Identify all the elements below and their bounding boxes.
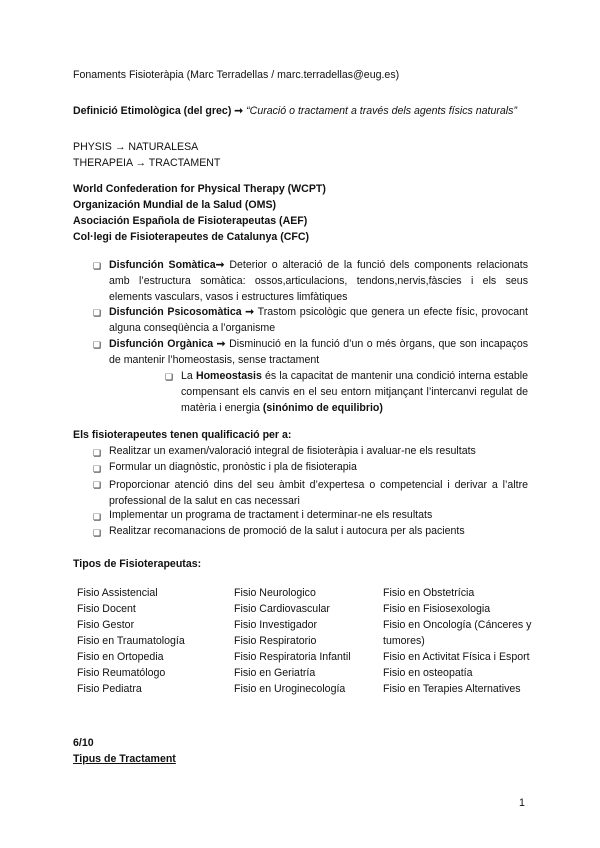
- organization: Asociación Española de Fisioterapeutas (AEF): [73, 215, 308, 227]
- etymology-row: [73, 157, 220, 169]
- organization: Organización Mundial de la Salud (OMS): [73, 199, 277, 211]
- checkbox-bullet-icon: [93, 481, 102, 490]
- homeostasis-note: [181, 368, 528, 416]
- type-item: Fisio en Activitat Física i Esport: [383, 651, 530, 663]
- etymology-word: PHYSIS: [73, 141, 112, 153]
- type-item: Fisio en Fisiosexologia: [383, 603, 491, 615]
- dysfunction-text: Deterior o alteració de la funció dels components relacionats amb l’estructura somàtica: ossos,articulacions, tendons,nervis,fàscies i els seus elements vasculars, vasos i estructures limfàtiques: [109, 259, 528, 303]
- section-title: Tipus de Tractament: [73, 753, 176, 765]
- definition-label: Definició Etimològica (del grec): [73, 105, 232, 117]
- arrow-icon: →: [135, 157, 147, 169]
- type-item: Fisio Reumatólogo: [77, 667, 166, 679]
- type-item: Fisio Neurologico: [234, 587, 316, 599]
- type-item: Fisio Pediatra: [77, 683, 142, 695]
- dysfunction-item: [109, 304, 528, 336]
- checkbox-bullet-icon: [93, 449, 102, 458]
- type-item: Fisio en osteopatía: [383, 667, 473, 679]
- homeostasis-prefix: La: [181, 370, 193, 382]
- homeostasis-synonym: (sinónimo de equilibrio): [262, 402, 383, 414]
- etymology-meaning: NATURALESA: [128, 141, 199, 153]
- document-header: Fonaments Fisioteràpia (Marc Terradellas / marc.terradellas@eug.es): [73, 69, 400, 81]
- type-item: Fisio Investigador: [234, 619, 318, 631]
- definition-paragraph: [73, 103, 527, 119]
- dysfunction-term: Disfunción Psicosomàtica ➞: [109, 306, 255, 318]
- qualification-item: Realitzar recomanacions de promoció de la salut i autocura per als pacients: [109, 525, 465, 537]
- types-title: Tipos de Fisioterapeutas:: [73, 558, 202, 570]
- homeostasis-text: és la capacitat de mantenir una condició interna estable compensant els canvis en el seu entorn mitjançant l’intercanvi regulat de matèria i energia: [181, 370, 528, 414]
- type-item: Fisio Assistencial: [77, 587, 158, 599]
- definition-text: “Curació o tractament a través dels agents físics naturals”: [246, 105, 517, 117]
- dysfunction-term: Disfunción Orgànica ➞: [109, 338, 226, 350]
- page-number: 1: [519, 797, 525, 809]
- organization: Col·legi de Fisioterapeutes de Catalunya (CFC): [73, 231, 310, 243]
- dysfunction-item: [109, 257, 528, 305]
- homeostasis-term: Homeostasis: [195, 370, 262, 382]
- type-item: Fisio en Traumatología: [77, 635, 185, 647]
- types-column-1: [77, 585, 185, 697]
- type-item: Fisio en Geriatría: [234, 667, 316, 679]
- qualification-item: Implementar un programa de tractament i determinar-ne els resultats: [109, 509, 433, 521]
- qualifications-title: Els fisioterapeutes tenen qualificació per a:: [73, 429, 292, 441]
- type-item: Fisio en Oncología (Cánceres y tumores): [383, 619, 532, 647]
- type-item: Fisio en Ortopedia: [77, 651, 164, 663]
- type-item: Fisio Respiratorio: [234, 635, 317, 647]
- type-item: Fisio Respiratoria Infantil: [234, 651, 351, 663]
- checkbox-bullet-icon: [165, 373, 174, 382]
- etymology-meaning: TRACTAMENT: [148, 157, 221, 169]
- types-column-2: [234, 585, 351, 697]
- type-item: Fisio en Terapies Alternatives: [383, 683, 521, 695]
- etymology-word: THERAPEIA: [73, 157, 133, 169]
- qualification-item: Formular un diagnòstic, pronòstic i pla de fisioterapia: [109, 461, 357, 473]
- checkbox-bullet-icon: [93, 513, 102, 522]
- type-item: Fisio Cardiovascular: [234, 603, 330, 615]
- organization: World Confederation for Physical Therapy (WCPT): [73, 183, 326, 195]
- checkbox-bullet-icon: [93, 465, 102, 474]
- checkbox-bullet-icon: [93, 341, 102, 350]
- qualification-item: Realitzar un examen/valoració integral de fisioteràpia i avaluar-ne els resultats: [109, 445, 476, 457]
- types-column-3: [383, 585, 543, 697]
- etymology-row: [73, 141, 198, 153]
- type-item: Fisio Docent: [77, 603, 136, 615]
- checkbox-bullet-icon: [93, 309, 102, 318]
- type-item: Fisio Gestor: [77, 619, 135, 631]
- section-number: 6/10: [73, 737, 94, 749]
- dysfunction-item: [109, 336, 528, 368]
- dysfunction-term: Disfunción Somàtica➞: [109, 259, 225, 271]
- type-item: Fisio en Uroginecología: [234, 683, 346, 695]
- dysfunction-text: Trastom psicològic que genera un efecte físic, provocant alguna conseqüència a l’organisme: [109, 306, 528, 334]
- type-item: Fisio en Obstetrícia: [383, 587, 475, 599]
- qualification-item: Proporcionar atenció dins del seu àmbit d’expertesa o competencial i derivar a l’altre professional de la salut en cas necessari: [109, 479, 528, 507]
- arrow-icon: →: [114, 141, 126, 153]
- arrow-icon: ➞: [234, 105, 244, 117]
- dysfunction-text: Disminució en la funció d’un o més òrgans, que son incapaços de mantenir l’homeostasis, sense tractament: [109, 338, 529, 366]
- checkbox-bullet-icon: [93, 529, 102, 538]
- checkbox-bullet-icon: [93, 262, 102, 271]
